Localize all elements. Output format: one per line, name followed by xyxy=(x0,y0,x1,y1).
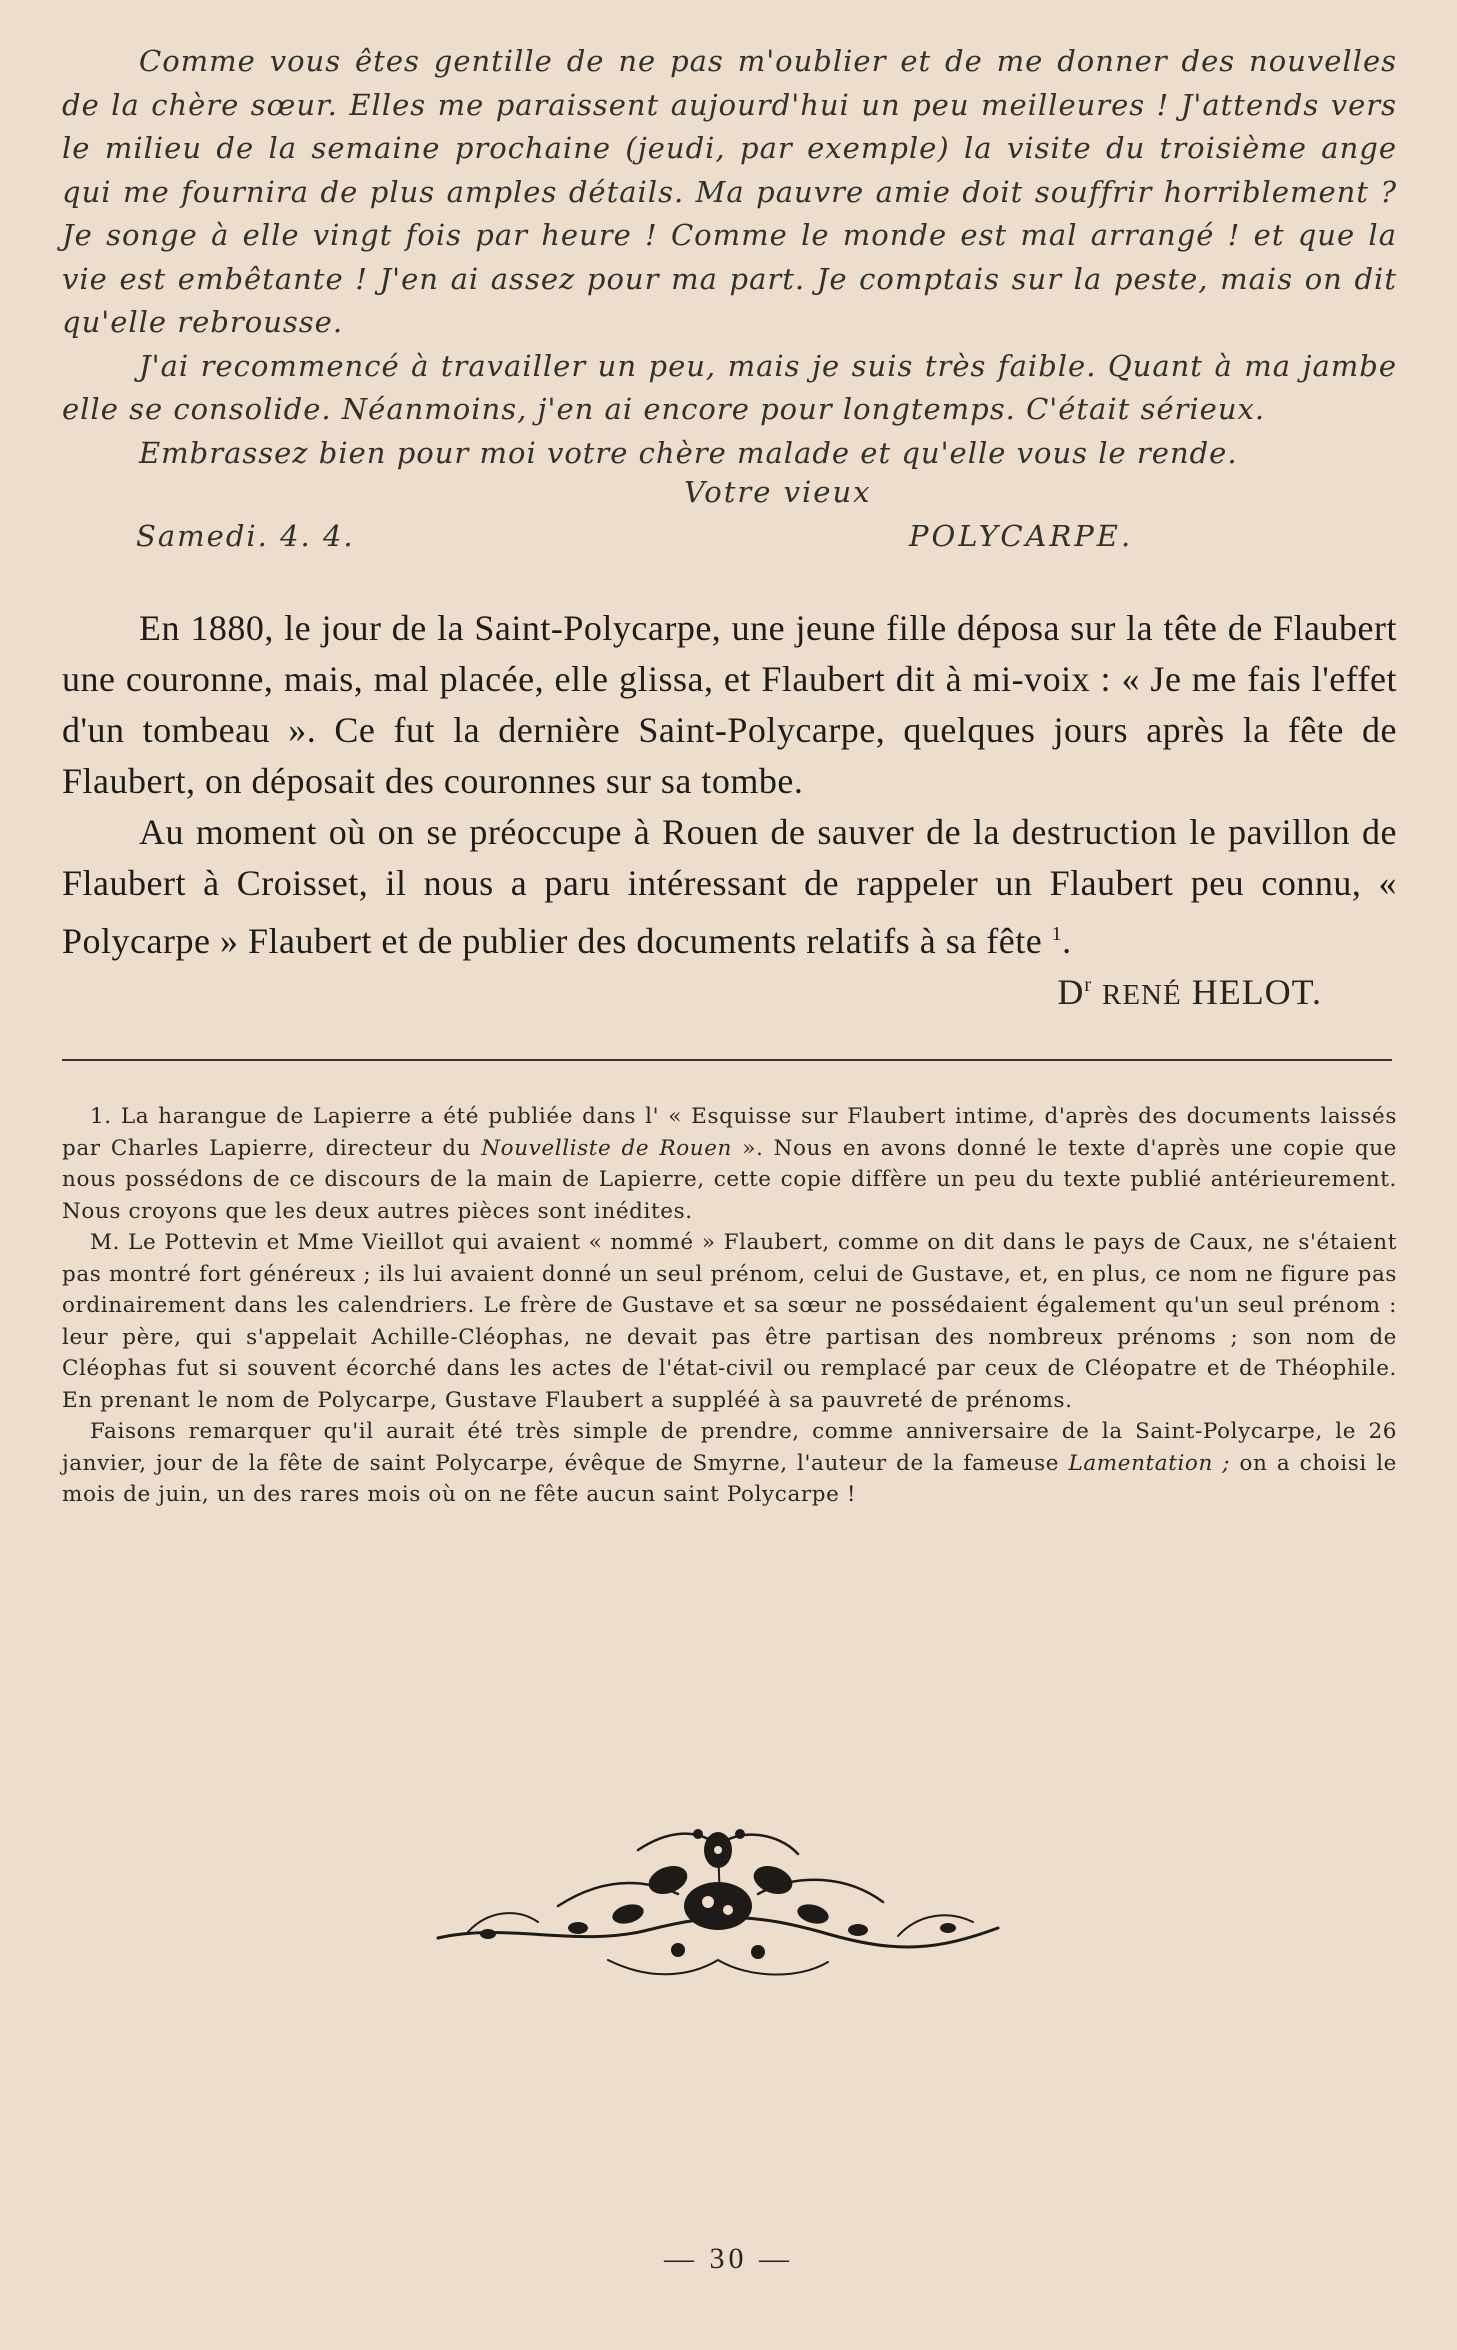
letter-signature: POLYCARPE. xyxy=(909,519,1134,553)
footnote-1 xyxy=(62,1101,1397,1227)
author-signature xyxy=(62,971,1397,1013)
article-paragraph: En 1880, le jour de la Saint-Polycarpe, une jeune fille déposa sur la tête de Flaubert une couronne, mais, mal placée, elle glissa, et Flaubert dit à mi-voix : « Je me fais l'effet d'un tombeau ». Ce fut la dernière Saint-Polycarpe, quelques jours après la fête de Flaubert, on déposait des couronnes sur sa tombe. xyxy=(62,608,1397,801)
author-title: D xyxy=(1057,972,1085,1012)
letter-date: Samedi. 4. 4. xyxy=(136,519,355,553)
article-paragraph-end: . xyxy=(1062,921,1072,961)
footnote-italic-title: Nouvelliste de Rouen xyxy=(481,1135,732,1161)
letter-closing: Votre vieux xyxy=(684,475,872,509)
footnote-3 xyxy=(62,1416,1397,1511)
footnote-italic-title: Lamentation ; xyxy=(1068,1450,1231,1476)
author-first-name: RENÉ xyxy=(1101,979,1182,1011)
author-last-name: HELOT. xyxy=(1191,972,1322,1012)
footnote-reference: 1 xyxy=(1051,923,1063,945)
footnotes xyxy=(62,1101,1397,1511)
letter-excerpt xyxy=(62,40,1397,475)
article-paragraph xyxy=(62,807,1397,967)
page-number: — 30 — xyxy=(664,2242,793,2275)
footnote-2: M. Le Pottevin et Mme Vieillot qui avaient « nommé » Flaubert, comme on dit dans le pays de Caux, ne s'étaient pas montré fort généreux ; ils lui avaient donné un seul prénom, celui de Gustave, et, en plus, ce nom ne figure pas ordinairement dans les calendriers. Le frère de Gustave et sa sœur ne possédaient également qu'un seul prénom : leur père, qui s'appelait Achille-Cléophas, ne devait pas être partisan des nombreux prénoms ; son nom de Cléophas fut si souvent écorché dans les actes de l'état-civil ou remplacé par ceux de Cléopatre et de Théophile. En prenant le nom de Polycarpe, Gustave Flaubert a suppléé à sa pauvreté de prénoms. xyxy=(62,1230,1397,1413)
article-paragraph-text: Au moment où on se préoccupe à Rouen de sauver de la destruction le pavillon de Flaubert à Croisset, il nous a paru intéressant de rappeler un Flaubert peu connu, « Polycarpe » Flaubert et de publier des documents relatifs à sa fête xyxy=(62,812,1397,961)
article-body xyxy=(62,603,1397,967)
letter-paragraph: J'ai recommencé à travailler un peu, mais je suis très faible. Quant à ma jambe elle se consolide. Néanmoins, j'en ai encore pour longtemps. C'était sérieux. xyxy=(62,348,1397,426)
author-title-sup: r xyxy=(1084,974,1092,996)
letter-signoff xyxy=(62,475,1397,563)
letter-paragraph: Comme vous êtes gentille de ne pas m'oublier et de me donner des nouvelles de la chère sœur. Elles me paraissent aujourd'hui un peu meilleures ! J'attends vers le milieu de la semaine prochaine (jeudi, par exemple) la visite du troisième ange qui me fournira de plus amples détails. Ma pauvre amie doit souffrir horriblement ? Je songe à elle vingt fois par heure ! Comme le monde est mal arrangé ! et que la vie est embêtante ! J'en ai assez pour ma part. Je comptais sur la peste, mais on dit qu'elle rebrousse. xyxy=(62,44,1397,339)
floral-vignette-icon xyxy=(428,1810,1008,1990)
page-content xyxy=(62,40,1397,1511)
letter-paragraph: Embrassez bien pour moi votre chère malade et qu'elle vous le rende. xyxy=(139,435,1238,470)
footnote-text: on a choisi le mois de juin, un des rares mois où on ne fête aucun saint Polycarpe ! xyxy=(62,1450,1397,1507)
footnote-text: Faisons remarquer qu'il aurait été très simple de prendre, comme anniversaire de la Saint-Polycarpe, le 26 janvier, jour de la fête de saint Polycarpe, évêque de Smyrne, l'auteur de la fameuse xyxy=(62,1419,1397,1476)
footnote-text: 1. La harangue de Lapierre a été publiée dans l' « Esquisse sur Flaubert intime, d'après des documents laissés par Charles Lapierre, directeur du xyxy=(62,1104,1397,1161)
footnote-divider xyxy=(62,1059,1392,1061)
footnote-text: ». Nous en avons donné le texte d'après une copie que nous possédons de ce discours de la main de Lapierre, cette copie diffère un peu du texte publié antérieurement. Nous croyons que les deux autres pièces sont inédites. xyxy=(62,1135,1397,1224)
